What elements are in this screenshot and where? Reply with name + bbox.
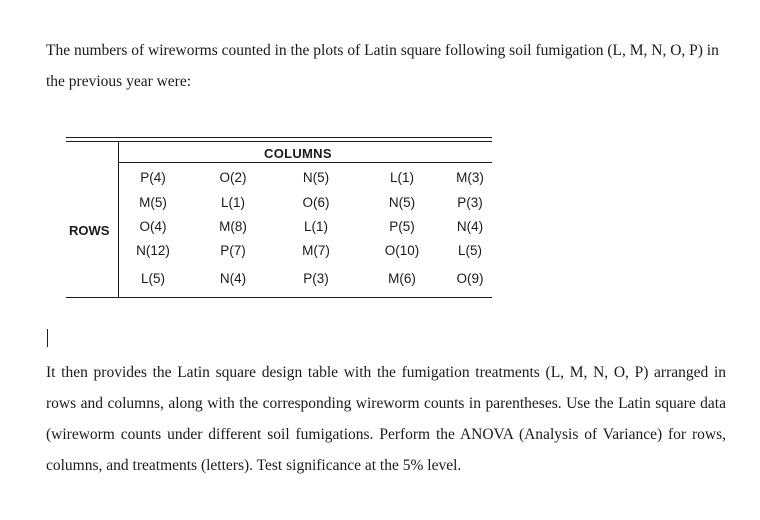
body-paragraph: It then provides the Latin square design table with the fumigation treatments (L, M, N, O, P) arranged in rows and columns, along with the corresponding wireworm counts in parentheses. Use the Latin square data (wireworm counts under different soil fumigations. Perform the ANOVA (Analysis of Variance) for rows, columns, and treatments (letters). Test significance at the 5% level. (46, 364, 726, 474)
table-cell: P(3) (303, 271, 329, 286)
table-cell: M(7) (302, 243, 330, 258)
table-cell: O(9) (456, 271, 484, 286)
table-cell: N(4) (219, 271, 247, 286)
table-cell: L(1) (303, 219, 328, 234)
table-cell: M(6) (388, 271, 416, 286)
columns-header: COLUMNS (264, 146, 332, 161)
table-top-rule-1 (66, 137, 492, 138)
table-cell: P(5) (389, 219, 415, 234)
table-cell: L(5) (457, 243, 482, 258)
table-cell: M(8) (219, 219, 247, 234)
table-cell: N(4) (456, 219, 484, 234)
table-cell: P(3) (457, 195, 483, 210)
table-cell: O(4) (139, 219, 167, 234)
intro-paragraph: The numbers of wireworms counted in the plots of Latin square following soil fumigation (L, M, N, O, P) in the previous year were: (46, 42, 719, 90)
table-cell: P(4) (140, 170, 166, 185)
text-cursor (47, 329, 48, 347)
table-cell: N(5) (302, 170, 330, 185)
table-cell: N(12) (136, 243, 170, 258)
table-cell: O(6) (302, 195, 330, 210)
table-bottom-rule (66, 297, 492, 298)
rows-header: ROWS (69, 223, 110, 238)
table-cell: M(5) (139, 195, 167, 210)
table-cell: L(5) (140, 271, 165, 286)
table-cell: L(1) (220, 195, 245, 210)
table-cell: L(1) (389, 170, 414, 185)
table-cell: O(10) (384, 243, 420, 258)
table-cell: M(3) (456, 170, 484, 185)
header-underline (118, 162, 492, 163)
row-divider (118, 141, 119, 298)
table-top-rule-2 (66, 141, 492, 142)
table-cell: N(5) (388, 195, 416, 210)
table-cell: P(7) (220, 243, 246, 258)
table-cell: O(2) (219, 170, 247, 185)
